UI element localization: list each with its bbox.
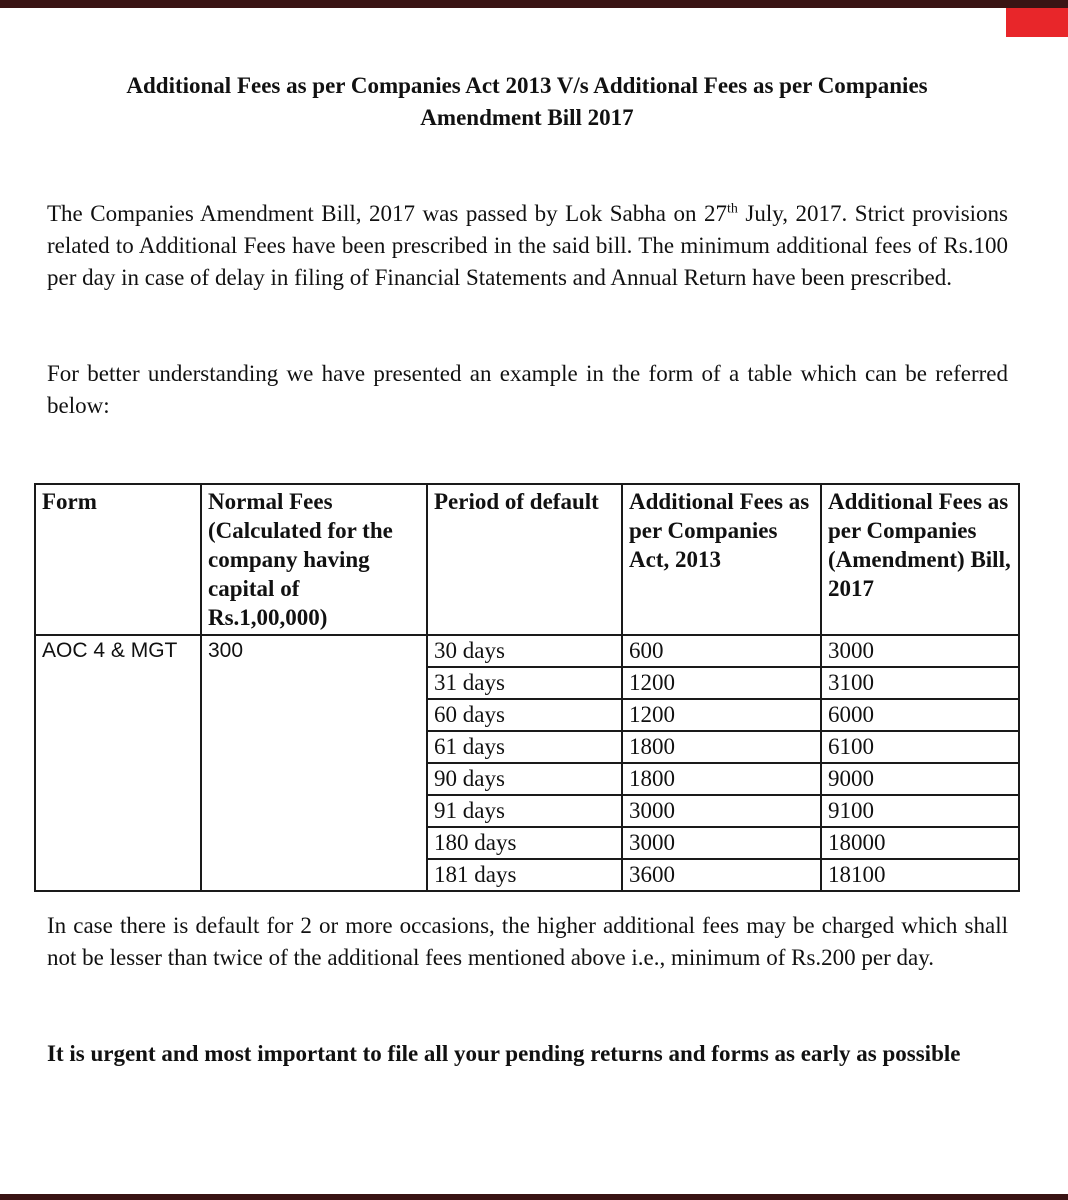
example-paragraph: For better understanding we have presented an example in the form of a table which can be referred below: <box>47 361 1008 418</box>
bottom-border-bar <box>0 1194 1068 1200</box>
act-fee-cell: 3600 <box>622 859 821 891</box>
act-fee-cell: 1800 <box>622 763 821 795</box>
act-fee-cell: 600 <box>622 635 821 667</box>
header-act-2013: Additional Fees as per Companies Act, 2013 <box>622 484 821 635</box>
period-cell: 60 days <box>427 699 622 731</box>
fees-table <box>34 483 1020 892</box>
header-form: Form <box>35 484 201 635</box>
period-cell: 91 days <box>427 795 622 827</box>
period-cell: 30 days <box>427 635 622 667</box>
intro-paragraph <box>47 198 1008 294</box>
header-normal-fees: Normal Fees (Calculated for the company having capital of Rs.1,00,000) <box>201 484 427 635</box>
normal-fee-cell: 300 <box>201 635 427 891</box>
bill-fee-cell: 18100 <box>821 859 1019 891</box>
bill-fee-cell: 3000 <box>821 635 1019 667</box>
intro-superscript: th <box>727 201 738 217</box>
act-fee-cell: 3000 <box>622 795 821 827</box>
period-cell: 181 days <box>427 859 622 891</box>
bill-fee-cell: 3100 <box>821 667 1019 699</box>
header-bill-2017: Additional Fees as per Companies (Amendment) Bill, 2017 <box>821 484 1019 635</box>
intro-text-start: The Companies Amendment Bill, 2017 was passed by Lok Sabha on 27 <box>47 201 727 226</box>
title-line-2: Amendment Bill 2017 <box>420 105 634 130</box>
corner-accent <box>1006 8 1068 37</box>
period-cell: 90 days <box>427 763 622 795</box>
form-cell: AOC 4 & MGT <box>35 635 201 891</box>
table-header-row <box>35 484 1019 635</box>
default-paragraph: In case there is default for 2 or more occasions, the higher additional fees may be charged which shall not be lesser than twice of the additional fees mentioned above i.e., minimum of Rs.200 per day. <box>47 913 1008 970</box>
intro-text-end: July, 2017. Strict provisions related to Additional Fees have been prescribed in the said bill. The minimum additional fees of Rs.100 per day in case of delay in filing of Financial Statements and Annual Return have been prescribed. <box>47 201 1008 290</box>
title-line-1: Additional Fees as per Companies Act 2013 V/s Additional Fees as per Companies <box>126 73 928 98</box>
urgent-paragraph: It is urgent and most important to file all your pending returns and forms as early as possible <box>47 1041 961 1066</box>
act-fee-cell: 3000 <box>622 827 821 859</box>
top-border-bar <box>0 0 1068 8</box>
bill-fee-cell: 18000 <box>821 827 1019 859</box>
page-title <box>60 70 994 134</box>
header-period: Period of default <box>427 484 622 635</box>
act-fee-cell: 1200 <box>622 699 821 731</box>
bill-fee-cell: 9000 <box>821 763 1019 795</box>
table-row <box>35 635 1019 667</box>
act-fee-cell: 1200 <box>622 667 821 699</box>
bill-fee-cell: 6100 <box>821 731 1019 763</box>
act-fee-cell: 1800 <box>622 731 821 763</box>
bill-fee-cell: 9100 <box>821 795 1019 827</box>
period-cell: 31 days <box>427 667 622 699</box>
period-cell: 180 days <box>427 827 622 859</box>
bill-fee-cell: 6000 <box>821 699 1019 731</box>
period-cell: 61 days <box>427 731 622 763</box>
